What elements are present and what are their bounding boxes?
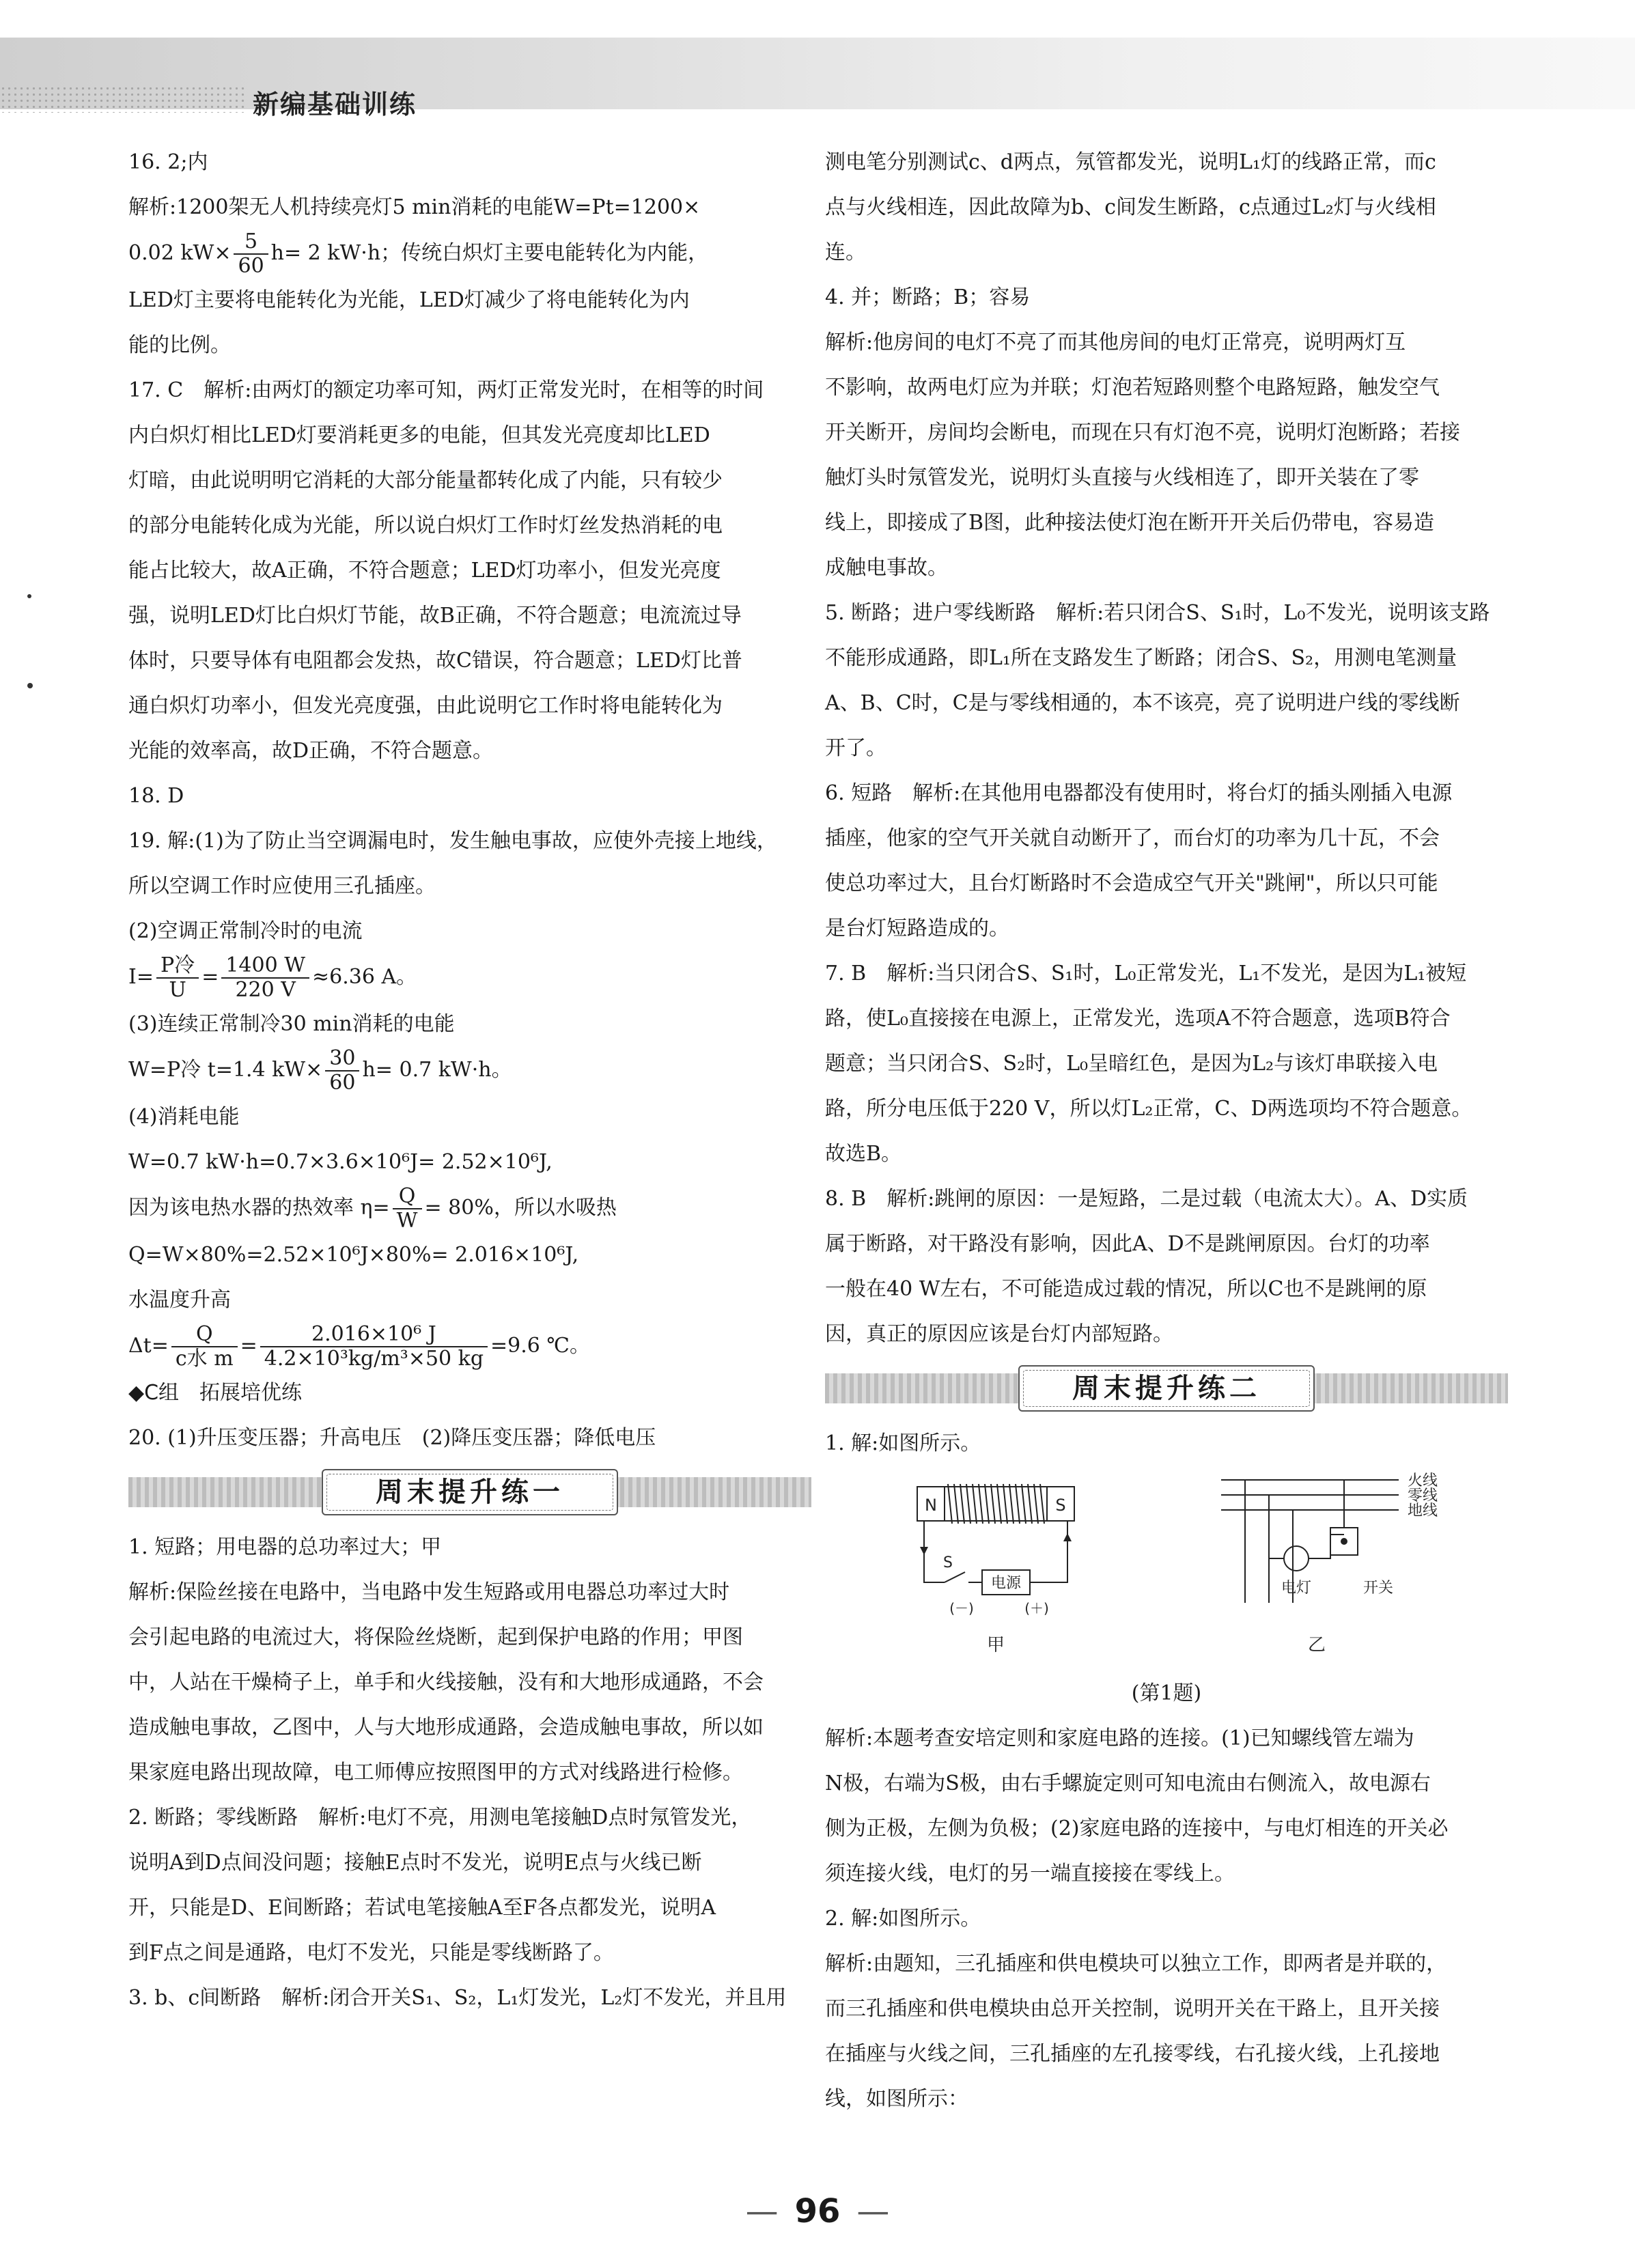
text-line: 线，如图所示：	[825, 2087, 968, 2111]
fraction-numerator: 1400 W	[221, 954, 309, 979]
text-line: 到F点之间是通路，电灯不发光，只能是零线断路了。	[128, 1941, 614, 1965]
equation-text: ≈6.36 A。	[312, 965, 417, 989]
coil-turn	[997, 1484, 1001, 1524]
equation-line	[128, 1047, 811, 1095]
figure-caption: (第1题)	[1131, 1681, 1202, 1705]
neutral-wire-label: 零线	[1407, 1487, 1438, 1504]
text-line: 果家庭电路出现故障，电工师傅应按照图甲的方式对线路进行检修。	[128, 1761, 743, 1784]
wire	[924, 1521, 945, 1582]
text-line: 造成触电事故，乙图中，人与大地形成通路，会造成触电事故，所以如	[128, 1716, 764, 1739]
coil-turn	[979, 1484, 983, 1524]
current-arrow	[920, 1547, 928, 1555]
text-line: 成触电事故。	[825, 556, 948, 580]
text-line: 解析:1200架无人机持续亮灯5 min消耗的电能W=Pt=1200×	[128, 195, 701, 219]
text-line: 20. (1)升压变压器；升高电压 (2)降压变压器；降低电压	[128, 1426, 656, 1450]
figure-label-yi: 乙	[1307, 1635, 1326, 1655]
text-line: 通白炽灯功率小，但发光亮度强，由此说明它工作时将电能转化为	[128, 694, 723, 718]
minus-label: (－)	[949, 1600, 974, 1616]
right-column	[825, 140, 1508, 2122]
text-line: 因，真正的原因应该是台灯内部短路。	[825, 1322, 1173, 1346]
fraction-denominator: 60	[329, 1071, 356, 1095]
solenoid-core	[917, 1487, 1074, 1521]
coil-turn	[948, 1484, 952, 1524]
text-line: 灯暗，由此说明明它消耗的大部分能量都转化成了内能，只有较少	[128, 468, 723, 492]
text-line: 4. 并；断路；B；容易	[825, 285, 1031, 309]
text-line: 解析:保险丝接在电路中，当电路中发生短路或用电器总功率过大时	[128, 1580, 730, 1604]
fraction	[260, 1323, 488, 1371]
text-line: 中，人站在干燥椅子上，单手和火线接触，没有和大地形成通路，不会	[128, 1670, 764, 1694]
text-line: 17. C 解析:由两灯的额定功率可知，两灯正常发光时，在相等的时间	[128, 378, 764, 402]
text-line: 解析:由题知，三孔插座和供电模块可以独立工作，即两者是并联的，	[825, 1952, 1447, 1976]
text-line: 说明A到D点间没问题；接触E点时不发光，说明E点与火线已断	[128, 1851, 702, 1875]
equation-line	[128, 954, 811, 1002]
text-line: (2)空调正常制冷时的电流	[128, 919, 363, 943]
text-line: W=0.7 kW·h=0.7×3.6×10⁶J= 2.52×10⁶J,	[128, 1150, 553, 1174]
fraction-denominator: 220 V	[235, 978, 296, 1002]
equation-text: 因为该电热水器的热效率 η=	[128, 1196, 390, 1220]
text-line: 测电笔分别测试c、d两点，氖管都发光，说明L₁灯的线路正常，而c	[825, 150, 1436, 174]
equation-line	[128, 1185, 811, 1233]
solenoid-circuit	[917, 1484, 1074, 1655]
text-line: 内白炽灯相比LED灯要消耗更多的电能，但其发光亮度却比LED	[128, 423, 710, 447]
household-circuit	[1221, 1472, 1438, 1655]
s-pole-label: S	[1055, 1496, 1066, 1515]
text-line: 须连接火线，电灯的另一端直接接在零线上。	[825, 1862, 1235, 1886]
text-line: 不影响，故两电灯应为并联；灯泡若短路则整个电路短路，触发空气	[825, 376, 1440, 400]
text-line: 线上，即接成了B图，此种接法使灯泡在断开开关后仍带电，容易造	[825, 511, 1435, 535]
text-line: 故选B。	[825, 1142, 902, 1166]
text-line: 使总功率过大，且台灯断路时不会造成空气开关"跳闸"，所以只可能	[825, 871, 1438, 895]
fraction-denominator: 4.2×10³kg/m³×50 kg	[264, 1347, 484, 1371]
fraction-numerator: Q	[171, 1323, 238, 1347]
banner-text: 周末提升练一	[376, 1476, 564, 1508]
text-line: 一般在40 W左右，不可能造成过载的情况，所以C也不是跳闸的原	[825, 1277, 1427, 1301]
coil-turn	[1016, 1484, 1020, 1524]
text-line: 触灯头时氖管发光，说明灯头直接与火线相连了，即开关装在了零	[825, 466, 1419, 490]
text-line: 是台灯短路造成的。	[825, 916, 1009, 940]
equation-text: h= 2 kW·h；传统白炽灯主要电能转化为内能，	[270, 241, 709, 265]
equation-text: =9.6 ℃。	[490, 1334, 590, 1358]
text-line: 体时，只要导体有电阻都会发热，故C错误，符合题意；LED灯比普	[128, 649, 742, 673]
fraction-numerator: 5	[234, 230, 268, 255]
text-line: 开，只能是D、E间断路；若试电笔接触A至F各点都发光，说明A	[128, 1896, 716, 1920]
fraction-numerator: Q	[393, 1185, 422, 1209]
text-line: 8. B 解析:跳闸的原因：一是短路，二是过载（电流太大）。A、D实质	[825, 1187, 1468, 1211]
text-line: 题意；当只闭合S、S₂时，L₀呈暗红色，是因为L₂与该灯串联接入电	[825, 1052, 1438, 1076]
fraction-denominator: U	[169, 978, 186, 1002]
equation-text: I=	[128, 965, 154, 989]
text-line: 在插座与火线之间，三孔插座的左孔接零线，右孔接火线，上孔接地	[825, 2042, 1440, 2066]
text-line: 不能形成通路，即L₁所在支路发生了断路；闭合S、S₂，用测电笔测量	[825, 646, 1457, 670]
n-pole-label: N	[925, 1496, 937, 1515]
text-line: 5. 断路；进户零线断路 解析:若只闭合S、S₁时，L₀不发光，说明该支路	[825, 601, 1490, 625]
text-line: 解析:本题考查安培定则和家庭电路的连接。(1)已知螺线管左端为	[825, 1726, 1414, 1750]
coil-turn	[966, 1484, 970, 1524]
header-decoration	[0, 85, 246, 113]
text-line: 属于断路，对干路没有影响，因此A、D不是跳闸原因。台灯的功率	[825, 1232, 1430, 1256]
lamp-label: 电灯	[1281, 1580, 1312, 1597]
fraction	[221, 954, 309, 1002]
section-banner	[128, 1464, 811, 1521]
fraction	[156, 954, 199, 1002]
equation-text: 0.02 kW×	[128, 241, 232, 265]
text-line: 的部分电能转化成为光能，所以说白炽灯工作时灯丝发热消耗的电	[128, 514, 723, 537]
fraction	[234, 230, 268, 278]
coil-turn	[954, 1484, 958, 1524]
text-line: 能的比例。	[128, 333, 231, 357]
text-line: LED灯主要将电能转化为光能，LED灯减少了将电能转化为内	[128, 288, 690, 312]
equation-line	[128, 1323, 811, 1371]
current-arrow	[1063, 1533, 1072, 1541]
coil-turn	[991, 1484, 995, 1524]
fraction-denominator: c水 m	[175, 1347, 234, 1371]
text-line: 2. 断路；零线断路 解析:电灯不亮，用测电笔接触D点时氖管发光，	[128, 1806, 752, 1830]
banner-text: 周末提升练二	[1072, 1372, 1261, 1404]
equation-text: W=P冷 t=1.4 kW×	[128, 1058, 323, 1082]
text-line: 3. b、c间断路 解析:闭合开关S₁、S₂，L₁灯发光，L₂灯不发光，并且用	[128, 1986, 787, 2010]
coil-turn	[1028, 1484, 1032, 1524]
coil-turn	[1009, 1484, 1014, 1524]
coil-turn	[1040, 1484, 1044, 1524]
group-heading-line	[128, 1371, 811, 1416]
text-line: 开了。	[825, 736, 886, 760]
equation-text: h= 0.7 kW·h。	[362, 1058, 512, 1082]
text-line: 18. D	[128, 784, 184, 808]
coil-turn	[973, 1484, 977, 1524]
live-wire-label: 火线	[1407, 1472, 1438, 1489]
page-number-footer: — 96 —	[745, 2192, 890, 2230]
bulb	[1284, 1546, 1309, 1571]
switch-label: S	[943, 1554, 953, 1571]
banner-title	[322, 1469, 618, 1515]
text-line: 7. B 解析:当只闭合S、S₁时，L₀正常发光，L₁不发光，是因为L₁被短	[825, 962, 1467, 985]
coil-turn	[1034, 1484, 1038, 1524]
equation-text: = 80%，所以水吸热	[424, 1196, 617, 1220]
group-heading: ◆C组 拓展培优练	[128, 1381, 303, 1405]
text-line: 1. 解:如图所示。	[825, 1431, 981, 1455]
text-line: 2. 解:如图所示。	[825, 1907, 981, 1931]
fraction-denominator: W	[396, 1209, 418, 1233]
coil-turn	[985, 1484, 989, 1524]
text-line: 而三孔插座和供电模块由总开关控制，说明开关在干路上，且开关接	[825, 1997, 1440, 2021]
text-line: Q=W×80%=2.52×10⁶J×80%= 2.016×10⁶J,	[128, 1243, 579, 1267]
equation-text: =	[240, 1334, 257, 1358]
text-line: 会引起电路的电流过大，将保险丝烧断，起到保护电路的作用；甲图	[128, 1625, 743, 1649]
text-line: 解析:他房间的电灯不亮了而其他房间的电灯正常亮，说明两灯互	[825, 331, 1406, 354]
text-line: 6. 短路 解析:在其他用电器都没有使用时，将台灯的插头刚插入电源	[825, 781, 1453, 805]
text-line: 光能的效率高，故D正确，不符合题意。	[128, 739, 494, 763]
text-line: 水温度升高	[128, 1288, 231, 1312]
text-line: 16. 2;内	[128, 150, 208, 174]
left-column	[128, 140, 811, 2021]
section-banner	[825, 1360, 1508, 1417]
text-line: 插座，他家的空气开关就自动断开了，而台灯的功率为几十瓦，不会	[825, 826, 1440, 850]
text-line: 侧为正极，左侧为负极；(2)家庭电路的连接中，与电灯相连的开关必	[825, 1817, 1449, 1840]
text-line: 路，使L₀直接接在电源上，正常发光，选项A不符合题意，选项B符合	[825, 1007, 1451, 1031]
text-line: 能占比较大，故A正确，不符合题意；LED灯功率小，但发光亮度	[128, 559, 721, 583]
text-line: A、B、C时，C是与零线相通的，本不该亮，亮了说明进户线的零线断	[825, 691, 1460, 715]
text-line: 连。	[825, 240, 866, 264]
figure-label-jia: 甲	[986, 1635, 1005, 1655]
fraction-numerator: 30	[325, 1047, 359, 1072]
scan-mark	[27, 683, 33, 688]
fraction-denominator: 60	[238, 254, 264, 278]
header-title: 新编基础训练	[253, 89, 417, 120]
text-line: 开关断开，房间均会断电，而现在只有灯泡不亮，说明灯泡断路；若接	[825, 421, 1460, 445]
text-line: (4)消耗电能	[128, 1105, 240, 1129]
banner-title	[1018, 1365, 1315, 1412]
text-line: N极，右端为S极，由右手螺旋定则可知电流由右侧流入，故电源右	[825, 1772, 1431, 1795]
text-line: 路，所分电压低于220 V，所以灯L₂正常，C、D两选项均不符合题意。	[825, 1097, 1472, 1121]
text-line: 点与火线相连，因此故障为b、c间发生断路，c点通过L₂灯与火线相	[825, 195, 1436, 219]
text-line: 所以空调工作时应使用三孔插座。	[128, 874, 436, 898]
coil-turn	[1003, 1484, 1007, 1524]
plus-label: (＋)	[1024, 1600, 1049, 1616]
switch-label-yi: 开关	[1362, 1580, 1394, 1597]
switch-icon	[1341, 1538, 1347, 1545]
page-number: 96	[794, 2192, 841, 2230]
power-label: 电源	[990, 1575, 1022, 1592]
fraction	[325, 1047, 359, 1095]
fraction	[171, 1323, 238, 1371]
coil-turn	[960, 1484, 964, 1524]
equation-text: =	[201, 965, 219, 989]
circuit-figure	[825, 1466, 1508, 1671]
text-line: (3)连续正常制冷30 min消耗的电能	[128, 1012, 455, 1036]
text-line: 19. 解:(1)为了防止当空调漏电时，发生触电事故，应使外壳接上地线，	[128, 829, 777, 853]
coil-turn	[1022, 1484, 1026, 1524]
equation-text: Δt=	[128, 1334, 169, 1358]
switch-lever	[945, 1572, 965, 1582]
circuit-diagram	[825, 1466, 1508, 1671]
fraction-numerator: 2.016×10⁶ J	[260, 1323, 488, 1347]
equation-line	[128, 230, 811, 278]
fraction	[393, 1185, 422, 1233]
text-line: 1. 短路；用电器的总功率过大；甲	[128, 1535, 442, 1559]
scan-mark	[27, 594, 31, 598]
ground-wire-label: 地线	[1407, 1502, 1438, 1520]
text-line: 强，说明LED灯比白炽灯节能，故B正确，不符合题意；电流流过导	[128, 604, 742, 628]
fraction-numerator: P冷	[156, 954, 199, 979]
